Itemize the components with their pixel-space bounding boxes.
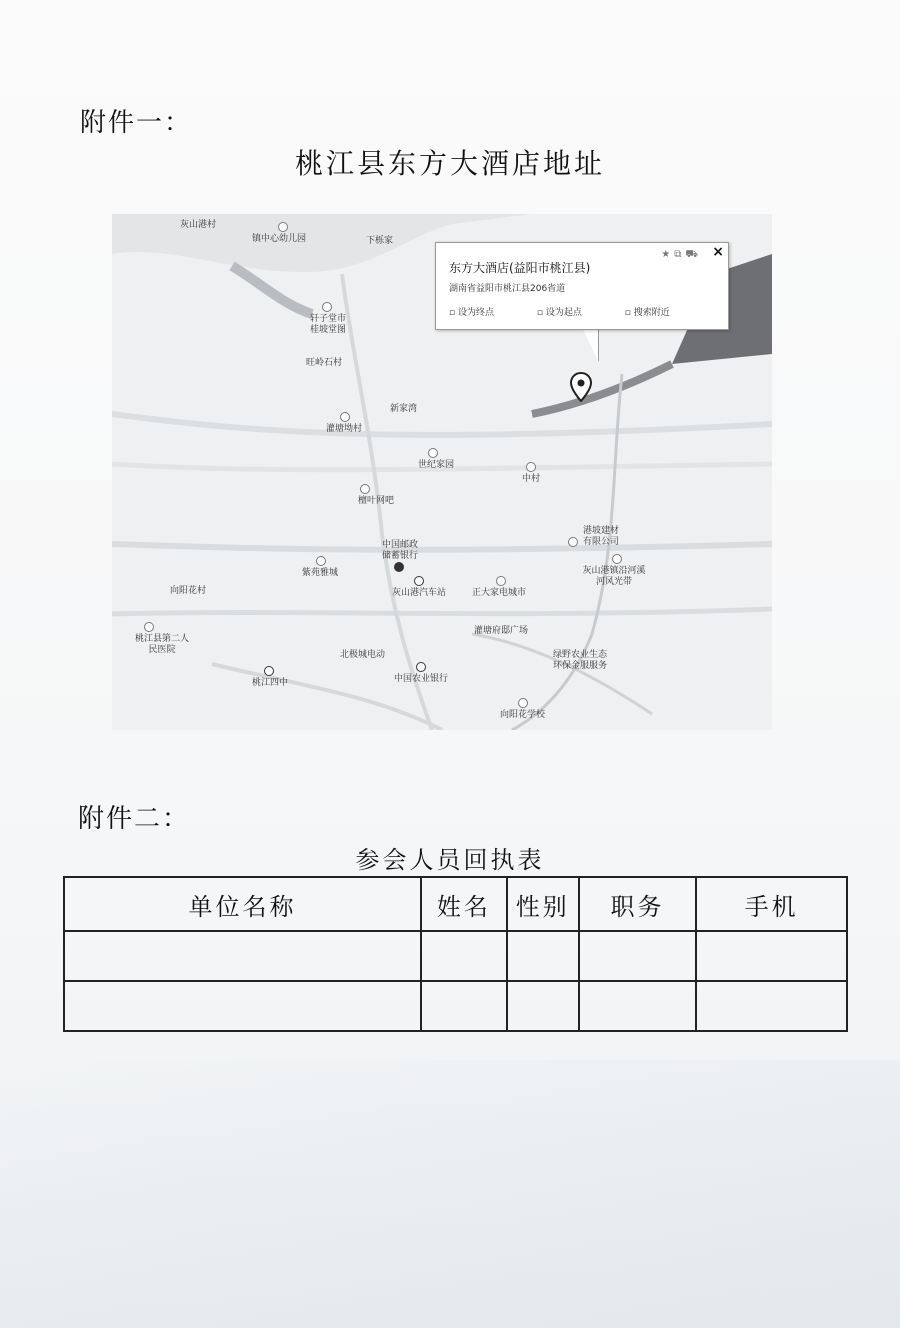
table-header-row [64,877,847,931]
popup-tools[interactable] [661,249,702,262]
table-title: 参会人员回执表 [355,846,545,874]
poi-marker-icon [360,484,370,494]
poi-marker-icon [394,562,404,572]
popup-title: 东方大酒店(益阳市桃江县) [449,261,591,275]
poi-marker-icon [612,554,622,564]
poi-8[interactable] [326,412,362,435]
poi-label: 紫苑雅城 [302,567,339,578]
poi-22[interactable] [394,662,448,685]
poi-label: 灰山港镇沿河溪河风光带 [582,565,646,587]
map-title: 桃江县东方大酒店地址 [294,147,605,180]
receipt-table [63,876,848,1032]
set-origin-button[interactable]: ▫ 设为起点 [536,308,582,318]
paper-shadow [0,1060,900,1328]
cell-position[interactable] [579,931,697,981]
poi-label: 绿野农业生态环保金服服务 [552,650,607,671]
poi-label: 檀叶网吧 [358,495,395,506]
close-icon[interactable]: × [712,244,724,260]
action-label: 设为起点 [545,308,582,318]
poi-marker-icon [414,576,424,586]
action-label: 搜索附近 [633,308,670,318]
poi-3[interactable] [366,236,393,247]
popup-address: 湖南省益阳市桃江县206省道 [449,284,566,294]
popup-actions [449,305,710,318]
poi-label: 灰山港村 [180,220,217,230]
header-position: 职务 [579,877,697,931]
poi-marker-icon [518,698,528,708]
poi-label: 桃江县第二人民医院 [134,633,189,655]
poi-marker-icon [428,448,438,458]
poi-2[interactable] [252,222,306,245]
poi-label: 中村 [522,473,541,484]
poi-label: 中国邮政储蓄银行 [381,540,418,561]
popup-pointer [582,327,598,361]
location-pin-icon[interactable] [570,372,592,402]
poi-10[interactable] [522,462,540,485]
poi-1[interactable] [180,220,216,231]
poi-14[interactable] [582,554,646,588]
poi-label: 港坡建材有限公司 [582,526,619,547]
cell-name[interactable] [421,981,507,1031]
star-icon[interactable]: ★ [661,249,675,260]
poi-label: 桂坡堂图 [310,324,347,335]
poi-label: 灌塘坳村 [326,423,363,434]
cell-position[interactable] [579,981,697,1031]
poi-label: 世纪家园 [418,459,455,470]
share-icon[interactable]: ⧉ [674,249,686,260]
poi-label: 正大家电城市 [472,587,527,598]
poi-15[interactable] [302,556,338,579]
poi-21[interactable] [340,650,385,661]
poi-marker-icon [316,556,326,566]
poi-25[interactable] [500,698,545,721]
poi-4[interactable] [310,302,346,336]
location-map[interactable] [112,214,772,730]
poi-23[interactable] [552,650,608,672]
set-destination-button[interactable]: ▫ 设为终点 [449,308,494,318]
search-nearby-button[interactable]: ▫ 搜索附近 [624,308,670,318]
cell-phone[interactable] [696,931,847,981]
poi-marker-icon [322,302,332,312]
poi-11[interactable] [358,484,394,507]
header-unit-name: 单位名称 [64,877,421,931]
poi-marker-icon [340,412,350,422]
poi-marker-icon [278,222,288,232]
poi-label: 镇中心幼儿园 [252,233,307,244]
poi-7[interactable] [390,404,417,415]
header-name: 姓名 [421,877,507,931]
poi-label: 旺岭石村 [306,358,343,368]
poi-label: 桃江四中 [252,677,289,688]
poi-marker-icon [144,622,154,632]
table-row [64,931,847,981]
poi-16[interactable] [392,576,446,599]
cell-phone[interactable] [696,981,847,1031]
poi-marker-icon [526,462,536,472]
table-row [64,981,847,1031]
poi-13[interactable] [378,540,422,574]
poi-label: 灰山港汽车站 [392,587,447,598]
poi-marker-icon [416,662,426,672]
cell-gender[interactable] [507,931,579,981]
location-popup[interactable] [435,242,729,330]
poi-marker-icon [264,666,274,676]
poi-12[interactable] [568,526,621,548]
poi-label: 中国农业银行 [394,673,449,684]
poi-label: 灌塘府邸广场 [474,626,529,636]
header-gender: 性别 [507,877,579,931]
poi-label: 轩子堂市 [310,313,347,324]
poi-17[interactable] [472,576,526,599]
poi-9[interactable] [418,448,454,471]
poi-label: 下栎家 [366,236,394,246]
poi-label: 向阳花村 [170,586,207,596]
poi-19[interactable] [134,622,190,656]
cell-gender[interactable] [507,981,579,1031]
poi-6[interactable] [306,358,342,369]
poi-24[interactable] [252,666,288,689]
attachment2-label: 附件二： [78,804,191,834]
poi-label: 新家湾 [390,404,418,414]
cell-unit-name[interactable] [64,981,421,1031]
header-phone: 手机 [696,877,847,931]
cell-name[interactable] [421,931,507,981]
poi-20[interactable] [474,626,528,637]
car-icon[interactable]: ⛟ [685,249,702,260]
poi-marker-icon [568,537,578,547]
action-label: 设为终点 [457,308,494,318]
cell-unit-name[interactable] [64,931,421,981]
poi-label: 北极城电动 [340,650,386,660]
poi-marker-icon [496,576,506,586]
poi-18[interactable] [170,586,206,597]
poi-label: 向阳花学校 [500,709,546,720]
attachment1-label: 附件一： [80,108,193,138]
